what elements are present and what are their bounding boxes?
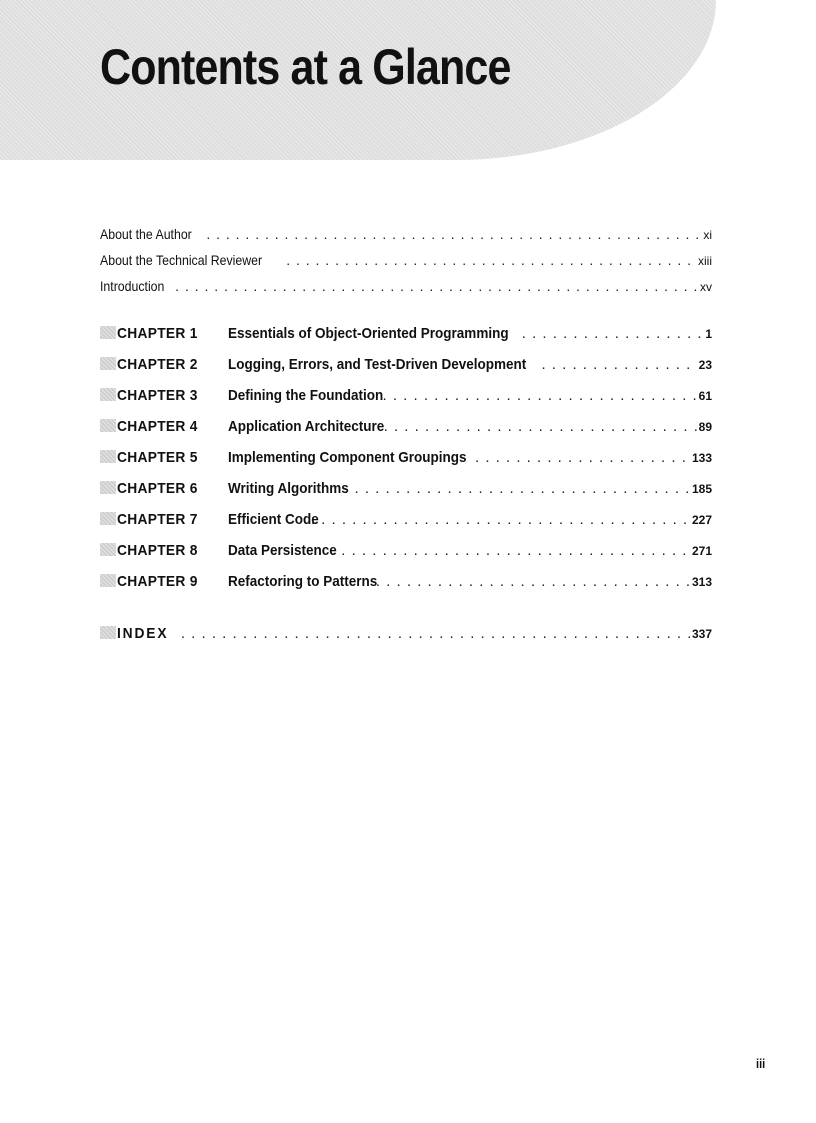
toc-chapter-7[interactable] [100,511,712,533]
page-number: iii [756,1056,766,1071]
toc-entry-page: xi [703,228,712,242]
dot-leader [175,278,698,294]
chapter-marker-icon [100,481,116,494]
chapter-page: 61 [698,389,712,403]
toc-entry-page: xiii [698,254,712,268]
dot-leader [344,480,690,497]
toc-chapter-2[interactable] [100,356,712,378]
chapter-title: Writing Algorithms [228,480,349,497]
dot-leader [475,449,690,466]
chapter-title: Defining the Foundation [228,387,384,404]
toc-chapter-4[interactable] [100,418,712,440]
chapter-title: Efficient Code [228,511,319,528]
chapter-page: 227 [691,513,712,527]
toc-entry-about-reviewer[interactable] [100,252,712,270]
toc-chapter-1[interactable] [100,325,712,347]
chapter-page: 1 [705,327,712,341]
toc-entry-label: Introduction [100,278,165,294]
dot-leader [206,226,701,242]
dot-leader [382,387,696,404]
chapter-marker-icon [100,419,116,432]
dot-leader [384,418,697,435]
dot-leader [376,573,690,590]
chapter-title: Application Architecture [228,418,385,435]
chapter-label: CHAPTER 7 [100,511,228,528]
toc-chapter-6[interactable] [100,480,712,502]
index-page: 337 [691,627,712,641]
chapter-page: 271 [691,544,712,558]
chapter-title: Data Persistence [228,542,337,559]
toc-chapter-8[interactable] [100,542,712,564]
chapter-label: CHAPTER 3 [100,387,228,404]
dot-leader [311,511,690,528]
toc-entry-label: About the Author [100,226,192,242]
dot-leader [541,356,696,373]
toc-entry-introduction[interactable] [100,278,712,296]
toc-chapter-5[interactable] [100,449,712,471]
chapter-title: Essentials of Object-Oriented Programming [228,325,509,342]
chapter-marker-icon [100,326,116,339]
chapter-page: 185 [691,482,712,496]
dot-leader [286,252,696,268]
chapter-marker-icon [100,626,116,639]
chapter-page: 89 [698,420,712,434]
toc-entry-about-author[interactable] [100,226,712,244]
chapter-label: CHAPTER 1 [100,325,228,342]
chapter-label: CHAPTER 4 [100,418,228,435]
chapter-label: CHAPTER 2 [100,356,228,373]
toc-entry-page: xv [700,280,712,294]
chapter-marker-icon [100,357,116,370]
chapter-title: Logging, Errors, and Test-Driven Development [228,356,527,373]
chapter-marker-icon [100,512,116,525]
toc-chapter-3[interactable] [100,387,712,409]
chapter-marker-icon [100,543,116,556]
chapter-label: CHAPTER 6 [100,480,228,497]
chapter-label: CHAPTER 9 [100,573,228,590]
chapter-label: CHAPTER 5 [100,449,228,466]
chapter-page: 133 [691,451,712,465]
index-label: INDEX [100,625,173,642]
chapter-marker-icon [100,450,116,463]
toc-index[interactable] [100,625,712,647]
chapter-title: Refactoring to Patterns [228,573,378,590]
chapter-marker-icon [100,574,116,587]
chapter-marker-icon [100,388,116,401]
chapter-page: 313 [691,575,712,589]
dot-leader [331,542,690,559]
chapter-label: CHAPTER 8 [100,542,228,559]
page-title: Contents at a Glance [100,39,511,95]
chapter-title: Implementing Component Groupings [228,449,467,466]
toc-chapter-9[interactable] [100,573,712,595]
chapter-page: 23 [698,358,712,372]
toc-entry-label: About the Technical Reviewer [100,252,263,268]
dot-leader [181,625,690,642]
dot-leader [522,325,704,342]
